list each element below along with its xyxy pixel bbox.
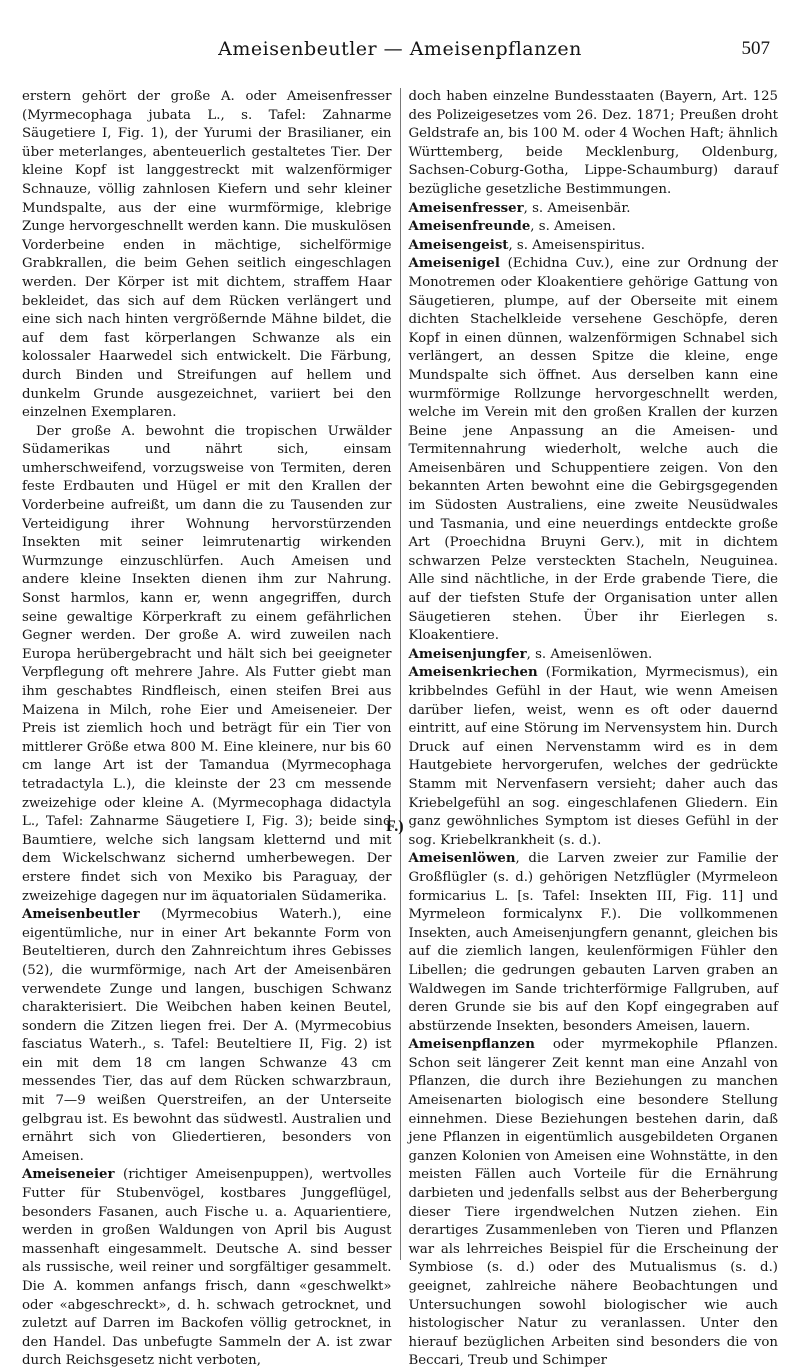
dictionary-entry: [22, 906, 392, 1166]
entry-body: , s. Ameisenspiritus.: [508, 237, 645, 253]
dictionary-entry: [409, 255, 779, 645]
entry-body: (richtiger Ameisenpuppen), wertvolles Futter für Stubenvögel, kostbares Junggeflügel, besonders Fasanen, auch Fische u. a. Aquarientiere, werden in großen Waldungen von April bis August massenhaft eingesammelt. Deutsche A. sind besser als russische, weil reiner und sorgfältiger gesammelt. Die A. kommen anfangs frisch, dann «geschwelkt» oder «abgeschreckt», d. h. schwach getrocknet, und zuletzt auf Darren im Backofen völlig getrocknet, in den Handel. Das unbefugte Sammeln der A. ist zwar durch Reichsgesetz nicht verboten,: [22, 1167, 392, 1369]
entry-body: (Formikation, Myrmecismus), ein kribbelndes Gefühl in der Haut, wie wenn Ameisen darüber liefen, weist, wenn es oft oder dauernd eintritt, auf eine Störung im Nervensystem hin. Durch Druck auf einen Nervenstamm wird es in dem Hautgebiete hervorgerufen, welches der gedrückte Stamm mit Nervenfasern versieht; daher auch das Kriebelgefühl an sog. eingeschlafenen Gliedern. Ein ganz gewöhnliches Symptom ist dieses Gefühl in der sog. Kriebelkrankheit (s. d.).: [408, 665, 778, 848]
entry-headword: Ameisenlöwen: [408, 851, 516, 867]
dictionary-entry: [22, 1166, 392, 1371]
page-number: 507: [741, 38, 770, 59]
dictionary-entry: [409, 664, 779, 850]
entry-body: , s. Ameisenlöwen.: [526, 646, 653, 662]
entry-body: , die Larven zweier zur Familie der Großflügler (s. d.) gehörigen Netzflügler (Myrmeleon formicarius L. [s. Tafel: Insekten III, Fig. 11] und Myrmeleon formicalynx F.). Die vollkommenen Insekten, auch Ameisenjungfern genannt, gleichen bis auf die ziemlich langen, keulenförmigen Fühler den Libellen; die gedrungen gebauten Larven graben an Waldwegen im Sande trichterförmige Fallgruben, auf deren Grunde sie bis auf den Kopf eingegraben auf abstürzende Insekten, besonders Ameisen, lauern.: [408, 851, 778, 1034]
margin-mark: F.): [386, 818, 404, 835]
dictionary-entry: [409, 646, 779, 665]
entry-headword: Ameisengeist: [408, 237, 509, 253]
entry-body: (Myrmecobius Waterh.), eine eigentümliche, nur in einer Art bekannte Form von Beuteltieren, durch den Zahnreichtum ihres Gebisses (52), die wurmförmige, nach Art der Ameisenbären verwendete Zunge und langen, buschigen Schwanz charakterisiert. Die Weibchen haben keinen Beutel, sondern die Zitzen liegen frei. Der A. (Myrmecobius fasciatus Waterh., s. Tafel: Beuteltiere II, Fig. 2) ist ein mit dem 18 cm langen Schwanze 43 cm messendes Tier, das auf dem Rücken schwarzbraun, mit 7—9 weißen Querstreifen, an der Unterseite gelbgrau ist. Es bewohnt das südwestl. Australien und ernährt sich von Gliedertieren, besonders von Ameisen.: [22, 907, 392, 1164]
entry-body: (Echidna Cuv.), eine zur Ordnung der Monotremen oder Kloakentiere gehörige Gattung von Säugetieren, plumpe, auf der Oberseite mit einem dichten Stachelkleide versehene Geschöpfe, deren Kopf in einen dünnen, walzenförmigen Schnabel sich verlängert, an dessen Spitze die kleine, enge Mundspalte sich öffnet. Aus derselben kann eine wurmförmige Rollzunge hervorgeschnellt werden, welche im Verein mit den großen Krallen der kurzen Beine jene Anpassung an die Ameisen- und Termitennahrung wiederholt, welche auch die Ameisenbären und Schuppentiere zeigen. Von den bekannten Arten bewohnt eine die Gebirgsgegenden im Südosten Australiens, eine zweite Neusüdwales und Tasmania, und eine neuerdings entdeckte große Art (Proechidna Bruyni Gerv.), mit in dichtem schwarzen Pelze versteckten Stacheln, Neuguinea. Alle sind nächtliche, in der Erde grabende Tiere, die auf der tiefsten Stufe der Organisation unter allen Säugetieren stehen. Über ihr Eierlegen s. Kloakentiere.: [408, 256, 778, 644]
page-header: [22, 0, 778, 62]
dictionary-entry: [409, 218, 779, 237]
entry-headword: Ameisenfreunde: [408, 219, 531, 235]
paragraph: Der große A. bewohnt die tropischen Urwälder Südamerikas und nährt sich, einsam umherschweifend, vorzugsweise von Termiten, deren feste Erdbauten und Hügel er mit den Krallen der Vorderbeine aufreißt, um dann die zu Tausenden zur Verteidigung ihrer Wohnung hervorstürzenden Insekten mit seiner leimrutenartig wirkenden Wurmzunge einzuschlürfen. Auch Ameisen und andere kleine Insekten dienen ihm zur Nahrung. Sonst harmlos, kann er, wenn angegriffen, durch seine gewaltige Körperkraft zu einem gefährlichen Gegner werden. Der große A. wird zuweilen nach Europa herübergebracht und hält sich bei geeigneter Verpflegung oft mehrere Jahre. Als Futter giebt man ihm geschabtes Rindfleisch, einen steifen Brei aus Maizena in Milch, rohe Eier und Ameiseneier. Der Preis ist ziemlich hoch und beträgt für ein Tier von mittlerer Größe etwa 800 M. Eine kleinere, nur bis 60 cm lange Art ist der Tamandua (Myrmecophaga tetradactyla L.), die kleinste der 23 cm messende zweizehige oder kleine A. (Myrmecophaga didactyla L., Tafel: Zahnarme Säugetiere I, Fig. 3); beide sind Baumtiere, welche sich langsam kletternd und mit dem Wickelschwanz sichernd umherbewegen. Der erstere findet sich von Mexiko bis Paraguay, der zweizehige dagegen nur im äquatorialen Südamerika.: [22, 423, 392, 904]
right-column: [408, 88, 779, 1369]
entry-body: , s. Ameisenbär.: [523, 200, 631, 216]
dictionary-entry: [409, 200, 779, 219]
entry-headword: Ameisenkriechen: [408, 665, 538, 681]
continued-paragraph: doch haben einzelne Bundesstaaten (Bayern, Art. 125 des Polizeigesetzes vom 26. Dez. 1871; Preußen droht Geldstrafe an, bis 100 M. oder 4 Wochen Haft; ähnlich Württemberg, beide Mecklenburg, Oldenburg, Sachsen-Coburg-Gotha, Lippe-Schaumburg) darauf bezügliche gesetzliche Bestimmungen.: [408, 89, 778, 197]
dictionary-entry: [409, 237, 779, 256]
column-divider: [400, 88, 401, 1260]
entry-headword: Ameisenpflanzen: [408, 1037, 535, 1053]
entry-headword: Ameiseneier: [22, 1167, 115, 1183]
left-column: [22, 88, 392, 1369]
dictionary-entry: [409, 850, 779, 1036]
running-title: Ameisenbeutler — Ameisenpflanzen: [218, 38, 582, 60]
continued-paragraph: erstern gehört der große A. oder Ameisenfresser (Myrmecophaga jubata L., s. Tafel: Zahnarme Säugetiere I, Fig. 1), der Yurumi der Brasilianer, ein über meterlanges, abenteuerlich gestaltetes Tier. Der kleine Kopf ist langgestreckt mit walzenförmiger Schnauze, völlig zahnlosen Kiefern und sehr kleiner Mundspalte, aus der eine wurmförmige, klebrige Zunge hervorgeschnellt werden kann. Die muskulösen Vorderbeine enden in mächtige, sichelförmige Grabkrallen, die beim Gehen seitlich eingeschlagen werden. Der Körper ist mit dichtem, straffem Haar bekleidet, das sich auf dem Rücken verlängert und eine sich nach hinten vergrößernde Mähne bildet, die auf dem fast körperlangen Schwanze als ein kolossaler Haarwedel sich entwickelt. Die Färbung, durch Binden und Streifungen auf hellem und dunkelm Grunde ausgezeichnet, variiert bei den einzelnen Exemplaren.: [22, 89, 392, 421]
entry-headword: Ameisenjungfer: [408, 646, 527, 662]
entry-headword: Ameisenigel: [408, 256, 500, 272]
entry-body: oder myrmekophile Pflanzen. Schon seit längerer Zeit kennt man eine Anzahl von Pflanzen, die durch ihre Beziehungen zu manchen Ameisenarten biologisch eine besondere Stellung einnehmen. Diese Beziehungen bestehen darin, daß jene Pflanzen in eigentümlich ausgebildeten Organen ganzen Kolonien von Ameisen eine Wohnstätte, in den meisten Fällen auch Vorteile für die Ernährung darbieten und jedenfalls selbst aus der Beherbergung dieser Tiere irgendwelchen Nutzen ziehen. Ein derartiges Zusammenleben von Tieren und Pflanzen war als lehrreiches Beispiel für die Erscheinung der Symbiose (s. d.) oder des Mutualismus (s. d.) geeignet, zahlreiche nähere Beobachtungen und Untersuchungen sowohl biologischer wie auch histologischer Natur zu veranlassen. Unter den hierauf bezüglichen Arbeiten sind besonders die von Beccari, Treub und Schimper: [408, 1037, 778, 1369]
entry-headword: Ameisenfresser: [408, 200, 524, 216]
dictionary-entry: [409, 1036, 779, 1371]
entry-body: , s. Ameisen.: [530, 219, 616, 235]
entry-headword: Ameisenbeutler: [22, 907, 140, 923]
text-columns: [22, 88, 778, 1369]
